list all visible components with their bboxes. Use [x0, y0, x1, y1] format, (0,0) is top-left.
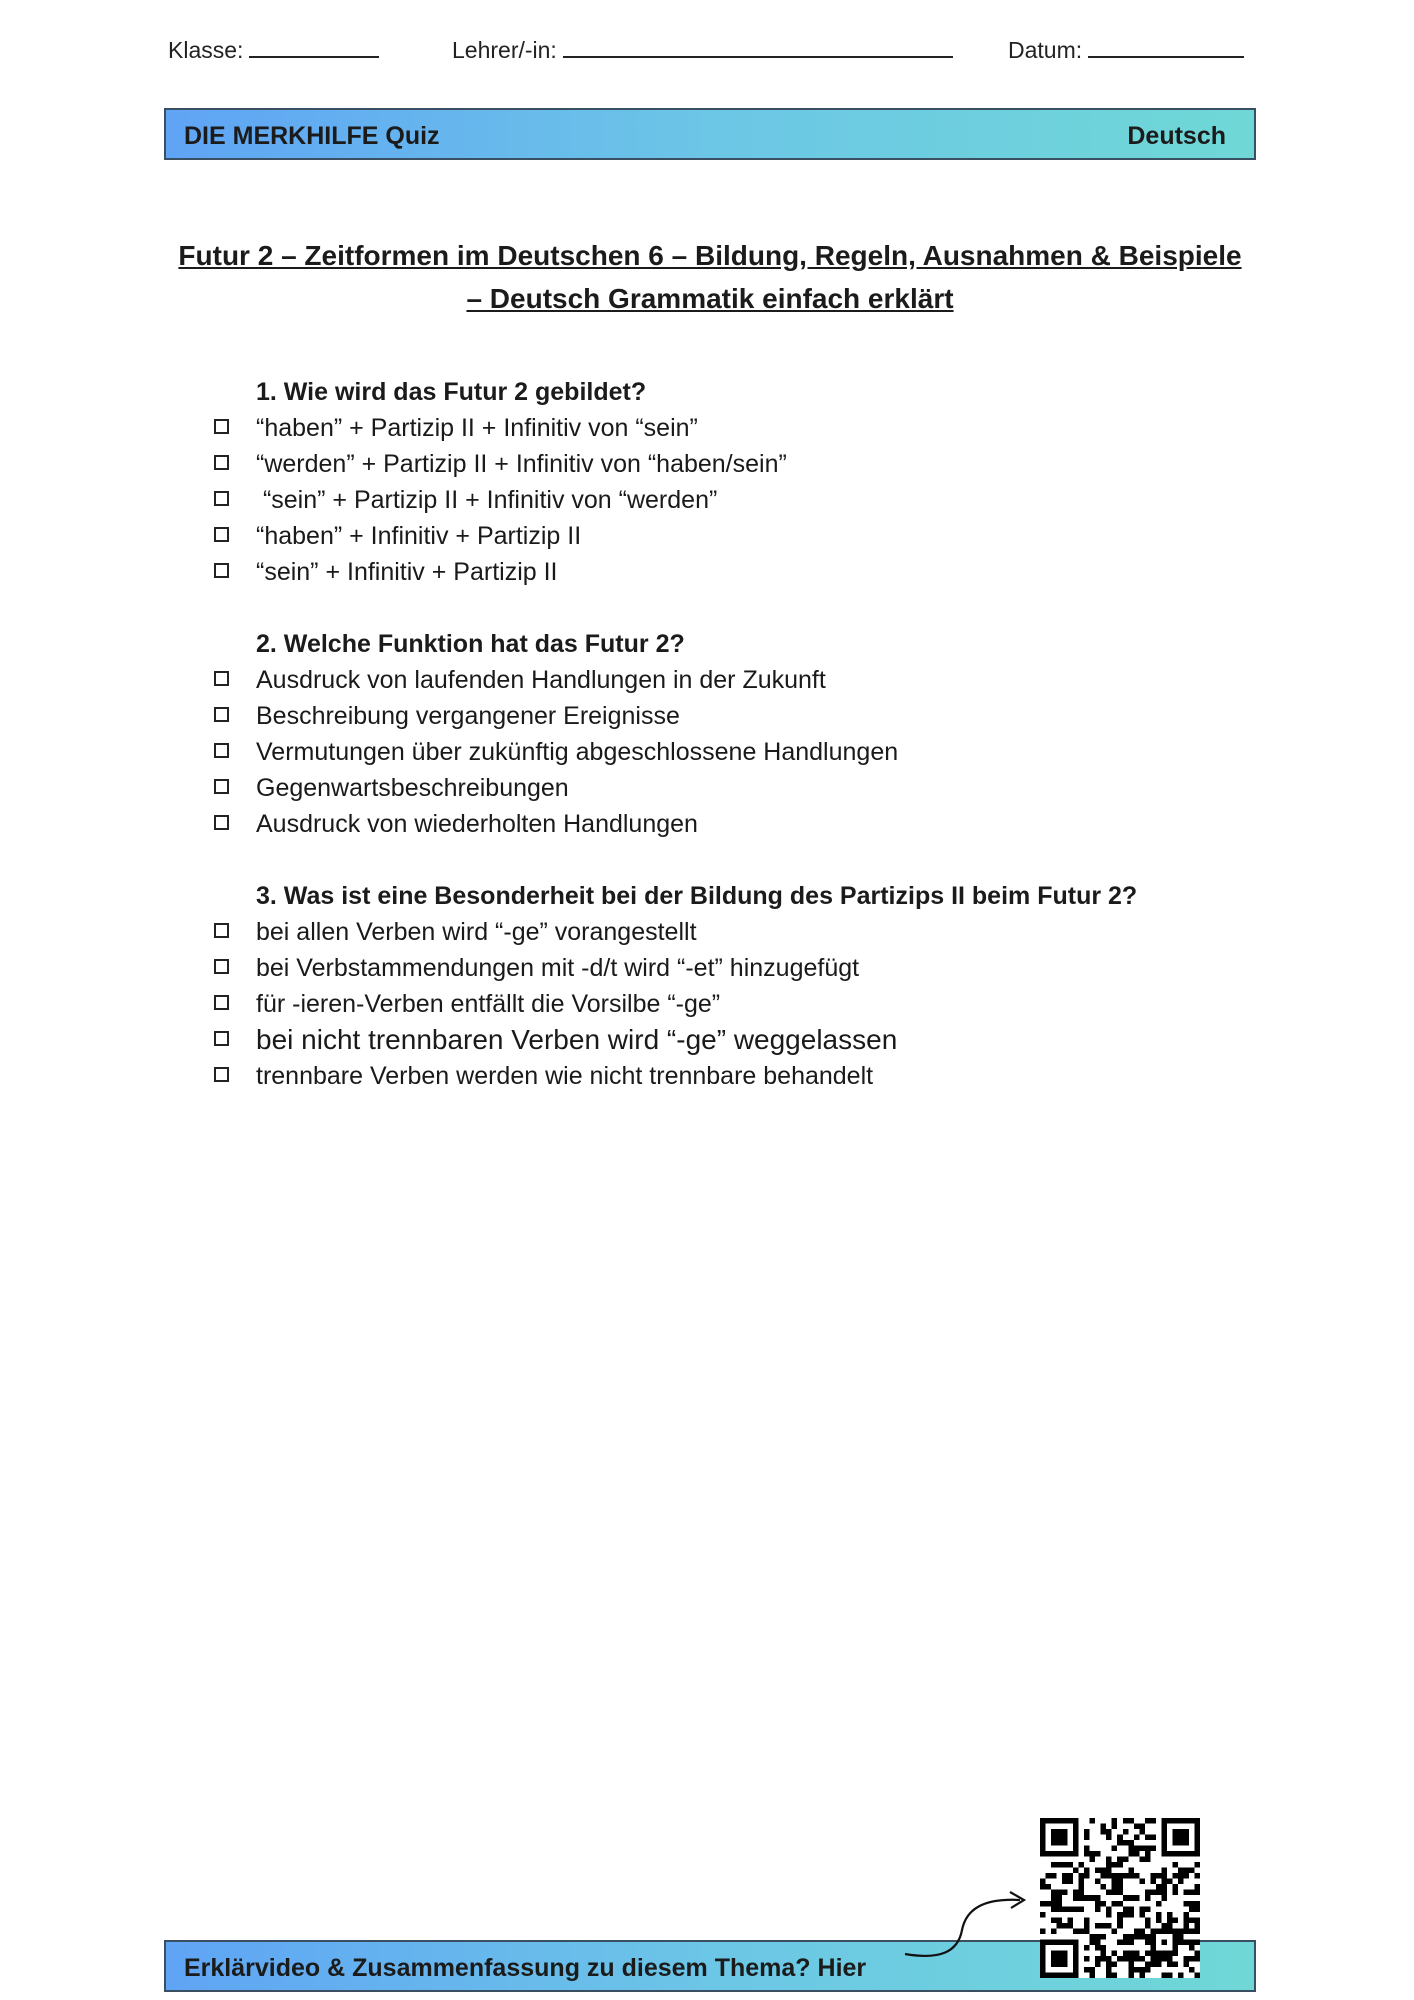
banner-title: DIE MERKHILFE Quiz	[184, 122, 440, 150]
footer-text: Erklärvideo & Zusammenfassung zu diesem Thema? Hier	[184, 1954, 867, 1982]
option-text: “haben” + Infinitiv + Partizip II	[256, 522, 582, 550]
option-text: für -ieren-Verben entfällt die Vorsilbe “-ge”	[256, 990, 721, 1018]
option-text: “haben” + Partizip II + Infinitiv von “sein”	[256, 414, 698, 442]
klasse-line[interactable]	[249, 34, 379, 58]
klasse-field[interactable]	[168, 34, 379, 64]
option-text: “sein” + Infinitiv + Partizip II	[256, 558, 558, 586]
answer-option[interactable]	[210, 446, 1260, 482]
curved-arrow-icon	[900, 1880, 1040, 1970]
option-text: Beschreibung vergangener Ereignisse	[256, 702, 680, 730]
option-text: Ausdruck von wiederholten Handlungen	[256, 810, 698, 838]
question-1	[210, 374, 1260, 590]
question-title: 2. Welche Funktion hat das Futur 2?	[256, 630, 685, 658]
top-banner	[164, 108, 1256, 160]
lehrer-line[interactable]	[563, 34, 953, 58]
checkbox-icon[interactable]	[214, 455, 229, 470]
option-text: Ausdruck von laufenden Handlungen in der Zukunft	[256, 666, 826, 694]
page-title	[164, 234, 1256, 320]
answer-option[interactable]	[210, 518, 1260, 554]
checkbox-icon[interactable]	[214, 959, 229, 974]
answer-option[interactable]	[210, 806, 1260, 842]
answer-option[interactable]	[210, 662, 1260, 698]
title-line-1: Futur 2 – Zeitformen im Deutschen 6 – Bildung, Regeln, Ausnahmen & Beispiele	[178, 240, 1242, 271]
title-line-2: – Deutsch Grammatik einfach erklärt	[466, 283, 954, 314]
option-text: “werden” + Partizip II + Infinitiv von “haben/sein”	[256, 450, 787, 478]
checkbox-icon[interactable]	[214, 779, 229, 794]
answer-option[interactable]	[210, 698, 1260, 734]
datum-line[interactable]	[1088, 34, 1244, 58]
answer-option[interactable]	[210, 410, 1260, 446]
question-3	[210, 878, 1260, 1094]
answer-option[interactable]	[210, 770, 1260, 806]
option-text: bei Verbstammendungen mit -d/t wird “-et” hinzugefügt	[256, 954, 860, 982]
checkbox-icon[interactable]	[214, 419, 229, 434]
answer-option[interactable]	[210, 482, 1260, 518]
lehrer-field[interactable]	[452, 34, 953, 64]
checkbox-icon[interactable]	[214, 1067, 229, 1082]
checkbox-icon[interactable]	[214, 491, 229, 506]
question-title: 1. Wie wird das Futur 2 gebildet?	[256, 378, 647, 406]
answer-option[interactable]	[210, 1022, 1260, 1058]
klasse-label: Klasse:	[168, 37, 244, 63]
answer-option[interactable]	[210, 734, 1260, 770]
checkbox-icon[interactable]	[214, 815, 229, 830]
question-2	[210, 626, 1260, 842]
question-title: 3. Was ist eine Besonderheit bei der Bildung des Partizips II beim Futur 2?	[256, 882, 1138, 910]
option-text: “sein” + Partizip II + Infinitiv von “werden”	[256, 486, 718, 514]
lehrer-label: Lehrer/-in:	[452, 37, 557, 63]
checkbox-icon[interactable]	[214, 563, 229, 578]
option-text: Gegenwartsbeschreibungen	[256, 774, 569, 802]
checkbox-icon[interactable]	[214, 995, 229, 1010]
option-text: Vermutungen über zukünftig abgeschlossene Handlungen	[256, 738, 899, 766]
quiz-questions	[210, 374, 1260, 1130]
banner-subject: Deutsch	[1127, 122, 1226, 150]
checkbox-icon[interactable]	[214, 527, 229, 542]
answer-option[interactable]	[210, 950, 1260, 986]
datum-field[interactable]	[1008, 34, 1244, 64]
answer-option[interactable]	[210, 914, 1260, 950]
qr-code-icon[interactable]	[1040, 1818, 1200, 1978]
answer-option[interactable]	[210, 986, 1260, 1022]
checkbox-icon[interactable]	[214, 743, 229, 758]
datum-label: Datum:	[1008, 37, 1083, 63]
checkbox-icon[interactable]	[214, 1031, 229, 1046]
checkbox-icon[interactable]	[214, 923, 229, 938]
checkbox-icon[interactable]	[214, 707, 229, 722]
checkbox-icon[interactable]	[214, 671, 229, 686]
option-text: bei nicht trennbaren Verben wird “-ge” weggelassen	[256, 1024, 898, 1055]
option-text: trennbare Verben werden wie nicht trennbare behandelt	[256, 1062, 874, 1090]
option-text: bei allen Verben wird “-ge” vorangestellt	[256, 918, 697, 946]
answer-option[interactable]	[210, 554, 1260, 590]
header-fields	[168, 34, 1258, 70]
answer-option[interactable]	[210, 1058, 1260, 1094]
